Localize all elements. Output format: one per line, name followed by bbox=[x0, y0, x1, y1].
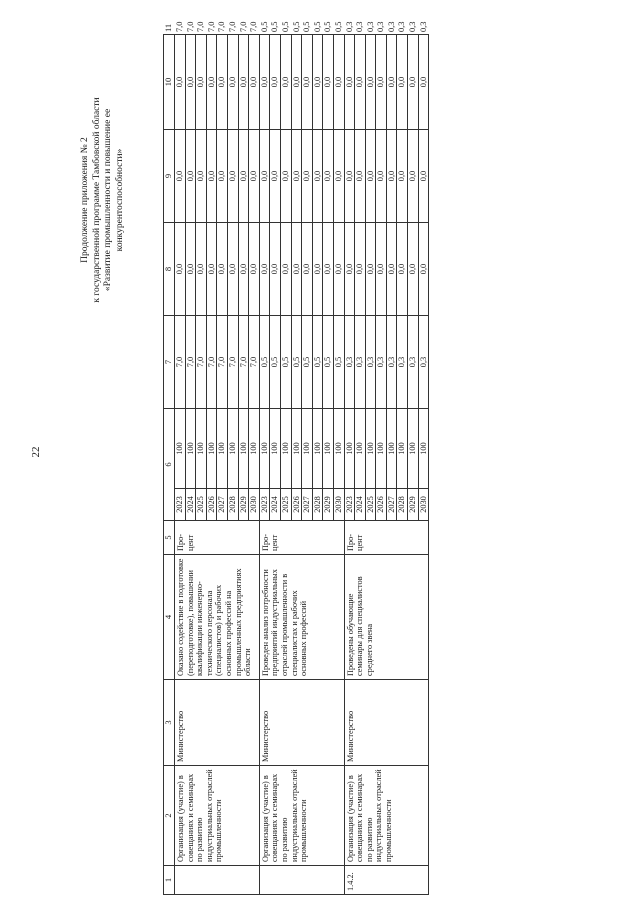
table-row: Организация (участие) в совещаниях и семинарах по развитию индустриальных отраслей промышленности Министерство Оказано содействие в подготовке (переподготовке), повышении квалификации инженерно-технического персонала (специалистов) и рабочих основных профессий на промышленных предприятиях области Про-цент 2023 100 7,0 0,0 0,0 0,0 7,0 bbox=[175, 35, 186, 895]
value-cell: 0,0 bbox=[175, 35, 186, 130]
program-table bbox=[163, 21, 429, 895]
value-cell: 0,0 bbox=[249, 35, 260, 130]
column-header: 3 bbox=[164, 680, 175, 766]
column-header: 8 bbox=[164, 223, 175, 316]
indicator-text: Оказано содействие в подготовке (переподготовке), повышении квалификации инженерно-технического персонала (специалистов) и рабочих основных профессий на промышленных предприятиях области bbox=[175, 555, 260, 680]
value-cell: 0,0 bbox=[280, 130, 291, 223]
table-row: 2026 100 0,5 0,0 0,0 0,0 0,5 bbox=[291, 35, 302, 895]
value-cell: 0,0 bbox=[302, 130, 313, 223]
value-cell: 100 bbox=[175, 409, 186, 489]
event-name: Организация (участие) в совещаниях и семинарах по развитию индустриальных отраслей промышленности bbox=[175, 766, 260, 866]
document-heading bbox=[80, 50, 126, 350]
event-name: Организация (участие) в совещаниях и семинарах по развитию индустриальных отраслей промышленности bbox=[259, 766, 344, 866]
value-cell: 0,0 bbox=[249, 223, 260, 316]
value-cell: 100 bbox=[270, 409, 281, 489]
table-row: 2029 100 0,5 0,0 0,0 0,0 0,5 bbox=[323, 35, 334, 895]
value-cell: 7,0 bbox=[217, 316, 228, 409]
value-cell: 0,0 bbox=[259, 35, 270, 130]
value-cell: 0,5 bbox=[280, 316, 291, 409]
rotated-table-wrapper bbox=[163, 21, 583, 895]
value-cell: 7,0 bbox=[175, 316, 186, 409]
row-number bbox=[259, 866, 344, 895]
value-cell: 0,0 bbox=[196, 223, 207, 316]
table-row: 2024 100 0,5 0,0 0,0 0,0 0,5 bbox=[270, 35, 281, 895]
value-cell: 0,0 bbox=[312, 130, 323, 223]
value-cell: 0,0 bbox=[333, 35, 344, 130]
value-cell: 0,0 bbox=[259, 130, 270, 223]
value-cell: 0,0 bbox=[175, 223, 186, 316]
year-cell: 2025 bbox=[280, 489, 291, 521]
table-row: 2025 100 7,0 0,0 0,0 0,0 7,0 bbox=[196, 35, 207, 895]
value-cell: 0,0 bbox=[185, 35, 196, 130]
year-cell: 2028 bbox=[397, 489, 408, 521]
value-cell: 0,0 bbox=[397, 223, 408, 316]
executor-name: Министерство bbox=[259, 680, 344, 766]
value-cell: 100 bbox=[249, 409, 260, 489]
value-cell: 0,0 bbox=[344, 35, 355, 130]
year-cell: 2025 bbox=[365, 489, 376, 521]
value-cell: 0,0 bbox=[259, 223, 270, 316]
table-row: Организация (участие) в совещаниях и семинарах по развитию индустриальных отраслей промышленности Министерство Проведен анализ потребности предприятий индустриальных отраслей промышленности в специалистах и рабочих основных профессий Про-цент 2023 100 0,5 0,0 0,0 0,0 0,5 bbox=[259, 35, 270, 895]
value-cell: 0,0 bbox=[344, 223, 355, 316]
value-cell: 100 bbox=[280, 409, 291, 489]
value-cell: 0,0 bbox=[418, 223, 429, 316]
table-row: 2029 100 0,3 0,0 0,0 0,0 0,3 bbox=[408, 35, 419, 895]
year-cell: 2029 bbox=[408, 489, 419, 521]
year-cell: 2023 bbox=[259, 489, 270, 521]
value-cell: 0,0 bbox=[333, 130, 344, 223]
value-cell: 0,0 bbox=[217, 35, 228, 130]
heading-line: конкурентоспособности» bbox=[114, 148, 125, 252]
value-cell: 0,0 bbox=[270, 223, 281, 316]
value-cell: 0,0 bbox=[397, 130, 408, 223]
executor-name: Министерство bbox=[175, 680, 260, 766]
value-cell: 0,0 bbox=[175, 130, 186, 223]
column-header: 7 bbox=[164, 316, 175, 409]
column-header: 4 bbox=[164, 555, 175, 680]
value-cell: 0,0 bbox=[291, 130, 302, 223]
table-row: 2024 100 7,0 0,0 0,0 0,0 7,0 bbox=[185, 35, 196, 895]
header-row: 1 2 3 4 5 6 7 8 9 10 11 bbox=[164, 35, 175, 895]
table-row: 2030 100 7,0 0,0 0,0 0,0 7,0 bbox=[249, 35, 260, 895]
value-cell: 0,0 bbox=[217, 130, 228, 223]
value-cell: 100 bbox=[355, 409, 366, 489]
event-name: Организация (участие) в совещаниях и семинарах по развитию индустриальных отраслей промышленности bbox=[344, 766, 429, 866]
value-cell: 0,0 bbox=[386, 130, 397, 223]
value-cell: 0,3 bbox=[365, 316, 376, 409]
year-cell: 2023 bbox=[344, 489, 355, 521]
year-cell: 2027 bbox=[217, 489, 228, 521]
table-row: 2029 100 7,0 0,0 0,0 0,0 7,0 bbox=[238, 35, 249, 895]
year-cell: 2026 bbox=[206, 489, 217, 521]
heading-line: Продолжение приложения № 2 bbox=[80, 137, 90, 263]
indicator-text: Проведены обучающие семинары для специалистов среднего звена bbox=[344, 555, 429, 680]
value-cell: 100 bbox=[206, 409, 217, 489]
column-header: 6 bbox=[164, 409, 175, 521]
unit-cell: Про-цент bbox=[259, 521, 344, 555]
unit-cell: Про-цент bbox=[344, 521, 429, 555]
value-cell: 0,0 bbox=[196, 130, 207, 223]
value-cell: 0,0 bbox=[270, 130, 281, 223]
column-header: 5 bbox=[164, 521, 175, 555]
value-cell: 100 bbox=[238, 409, 249, 489]
value-cell: 7,0 bbox=[206, 316, 217, 409]
value-cell: 0,0 bbox=[408, 130, 419, 223]
column-header: 9 bbox=[164, 130, 175, 223]
year-cell: 2026 bbox=[291, 489, 302, 521]
value-cell: 0,0 bbox=[280, 35, 291, 130]
value-cell: 0,5 bbox=[333, 316, 344, 409]
column-header: 10 bbox=[164, 35, 175, 130]
value-cell: 0,5 bbox=[291, 316, 302, 409]
value-cell: 0,0 bbox=[270, 35, 281, 130]
value-cell: 0,0 bbox=[323, 130, 334, 223]
value-cell: 0,0 bbox=[291, 223, 302, 316]
value-cell: 7,0 bbox=[196, 316, 207, 409]
year-cell: 2030 bbox=[249, 489, 260, 521]
table-row: 1.4.2. Организация (участие) в совещаниях и семинарах по развитию индустриальных отраслей промышленности Министерство Проведены обучающие семинары для специалистов среднего звена Про-цент 2023 100 0,3 0,0 0,0 0,0 0,3 bbox=[344, 35, 355, 895]
value-cell: 0,0 bbox=[238, 130, 249, 223]
value-cell: 0,0 bbox=[418, 35, 429, 130]
value-cell: 100 bbox=[365, 409, 376, 489]
value-cell: 0,3 bbox=[397, 316, 408, 409]
year-cell: 2024 bbox=[270, 489, 281, 521]
value-cell: 0,0 bbox=[376, 35, 387, 130]
value-cell: 0,0 bbox=[206, 35, 217, 130]
value-cell: 0,0 bbox=[227, 130, 238, 223]
value-cell: 100 bbox=[386, 409, 397, 489]
heading-line: «Развитие промышленности и повышение ее bbox=[103, 108, 113, 292]
table-row: 2024 100 0,3 0,0 0,0 0,0 0,3 bbox=[355, 35, 366, 895]
value-cell: 0,0 bbox=[196, 35, 207, 130]
value-cell: 0,0 bbox=[302, 223, 313, 316]
value-cell: 100 bbox=[259, 409, 270, 489]
value-cell: 0,3 bbox=[418, 316, 429, 409]
unit-cell: Про-цент bbox=[175, 521, 260, 555]
value-cell: 0,3 bbox=[344, 316, 355, 409]
value-cell: 0,0 bbox=[238, 35, 249, 130]
table-row: 2028 100 7,0 0,0 0,0 0,0 7,0 bbox=[227, 35, 238, 895]
column-header: 1 bbox=[164, 866, 175, 895]
value-cell: 0,5 bbox=[302, 316, 313, 409]
value-cell: 0,0 bbox=[206, 223, 217, 316]
value-cell: 0,0 bbox=[333, 223, 344, 316]
value-cell: 100 bbox=[196, 409, 207, 489]
value-cell: 100 bbox=[291, 409, 302, 489]
table-row: 2030 100 0,5 0,0 0,0 0,0 0,5 bbox=[333, 35, 344, 895]
value-cell: 0,0 bbox=[397, 35, 408, 130]
value-cell: 0,3 bbox=[355, 316, 366, 409]
value-cell: 0,0 bbox=[386, 223, 397, 316]
table-body bbox=[163, 21, 429, 895]
value-cell: 0,0 bbox=[408, 35, 419, 130]
value-cell: 0,0 bbox=[185, 223, 196, 316]
table-row: 2026 100 7,0 0,0 0,0 0,0 7,0 bbox=[206, 35, 217, 895]
value-cell: 0,0 bbox=[280, 223, 291, 316]
table-row: 2027 100 7,0 0,0 0,0 0,0 7,0 bbox=[217, 35, 228, 895]
value-cell: 100 bbox=[302, 409, 313, 489]
value-cell: 0,3 bbox=[408, 316, 419, 409]
value-cell: 7,0 bbox=[227, 316, 238, 409]
value-cell: 0,5 bbox=[312, 316, 323, 409]
year-cell: 2024 bbox=[355, 489, 366, 521]
year-cell: 2030 bbox=[418, 489, 429, 521]
value-cell: 100 bbox=[376, 409, 387, 489]
value-cell: 0,0 bbox=[291, 35, 302, 130]
year-cell: 2028 bbox=[227, 489, 238, 521]
value-cell: 0,0 bbox=[365, 130, 376, 223]
page-number: 22 bbox=[30, 446, 42, 458]
value-cell: 0,0 bbox=[185, 130, 196, 223]
value-cell: 0,3 bbox=[376, 316, 387, 409]
year-cell: 2028 bbox=[312, 489, 323, 521]
value-cell: 100 bbox=[185, 409, 196, 489]
year-cell: 2026 bbox=[376, 489, 387, 521]
value-cell: 0,0 bbox=[344, 130, 355, 223]
year-cell: 2027 bbox=[302, 489, 313, 521]
value-cell: 0,5 bbox=[323, 316, 334, 409]
row-number: 1.4.2. bbox=[344, 866, 429, 895]
value-cell: 0,0 bbox=[386, 35, 397, 130]
value-cell: 100 bbox=[333, 409, 344, 489]
table-row: 2030 100 0,3 0,0 0,0 0,0 0,3 bbox=[418, 35, 429, 895]
table-row: 2025 100 0,3 0,0 0,0 0,0 0,3 bbox=[365, 35, 376, 895]
value-cell: 0,0 bbox=[376, 223, 387, 316]
value-cell: 0,0 bbox=[418, 130, 429, 223]
year-cell: 2024 bbox=[185, 489, 196, 521]
value-cell: 100 bbox=[312, 409, 323, 489]
value-cell: 7,0 bbox=[249, 316, 260, 409]
value-cell: 0,0 bbox=[365, 35, 376, 130]
value-cell: 0,0 bbox=[249, 130, 260, 223]
year-cell: 2030 bbox=[333, 489, 344, 521]
value-cell: 0,0 bbox=[302, 35, 313, 130]
value-cell: 7,0 bbox=[185, 316, 196, 409]
value-cell: 100 bbox=[217, 409, 228, 489]
value-cell: 0,0 bbox=[376, 130, 387, 223]
value-cell: 0,3 bbox=[386, 316, 397, 409]
value-cell: 0,0 bbox=[227, 35, 238, 130]
value-cell: 0,0 bbox=[408, 223, 419, 316]
value-cell: 100 bbox=[418, 409, 429, 489]
value-cell: 7,0 bbox=[238, 316, 249, 409]
value-cell: 0,0 bbox=[206, 130, 217, 223]
column-header: 2 bbox=[164, 766, 175, 866]
value-cell: 100 bbox=[227, 409, 238, 489]
heading-line: к государственной программе Тамбовской области bbox=[91, 97, 102, 303]
executor-name: Министерство bbox=[344, 680, 429, 766]
year-cell: 2025 bbox=[196, 489, 207, 521]
table-row: 2027 100 0,5 0,0 0,0 0,0 0,5 bbox=[302, 35, 313, 895]
value-cell: 100 bbox=[408, 409, 419, 489]
table-row: 2026 100 0,3 0,0 0,0 0,0 0,3 bbox=[376, 35, 387, 895]
value-cell: 0,0 bbox=[323, 35, 334, 130]
year-cell: 2029 bbox=[323, 489, 334, 521]
value-cell: 0,0 bbox=[312, 223, 323, 316]
value-cell: 0,0 bbox=[217, 223, 228, 316]
year-cell: 2023 bbox=[175, 489, 186, 521]
table-row: 2027 100 0,3 0,0 0,0 0,0 0,3 bbox=[386, 35, 397, 895]
value-cell: 0,0 bbox=[355, 35, 366, 130]
value-cell: 0,0 bbox=[355, 130, 366, 223]
value-cell: 0,0 bbox=[365, 223, 376, 316]
value-cell: 0,5 bbox=[270, 316, 281, 409]
year-cell: 2027 bbox=[386, 489, 397, 521]
value-cell: 100 bbox=[323, 409, 334, 489]
table-row: 2025 100 0,5 0,0 0,0 0,0 0,5 bbox=[280, 35, 291, 895]
value-cell: 100 bbox=[344, 409, 355, 489]
value-cell: 0,0 bbox=[238, 223, 249, 316]
indicator-text: Проведен анализ потребности предприятий индустриальных отраслей промышленности в специалистах и рабочих основных профессий bbox=[259, 555, 344, 680]
value-cell: 0,0 bbox=[312, 35, 323, 130]
value-cell: 100 bbox=[397, 409, 408, 489]
table-row: 2028 100 0,5 0,0 0,0 0,0 0,5 bbox=[312, 35, 323, 895]
row-number bbox=[175, 866, 260, 895]
year-cell: 2029 bbox=[238, 489, 249, 521]
table-row: 2028 100 0,3 0,0 0,0 0,0 0,3 bbox=[397, 35, 408, 895]
value-cell: 0,0 bbox=[323, 223, 334, 316]
value-cell: 0,0 bbox=[355, 223, 366, 316]
value-cell: 0,5 bbox=[259, 316, 270, 409]
value-cell: 0,0 bbox=[227, 223, 238, 316]
